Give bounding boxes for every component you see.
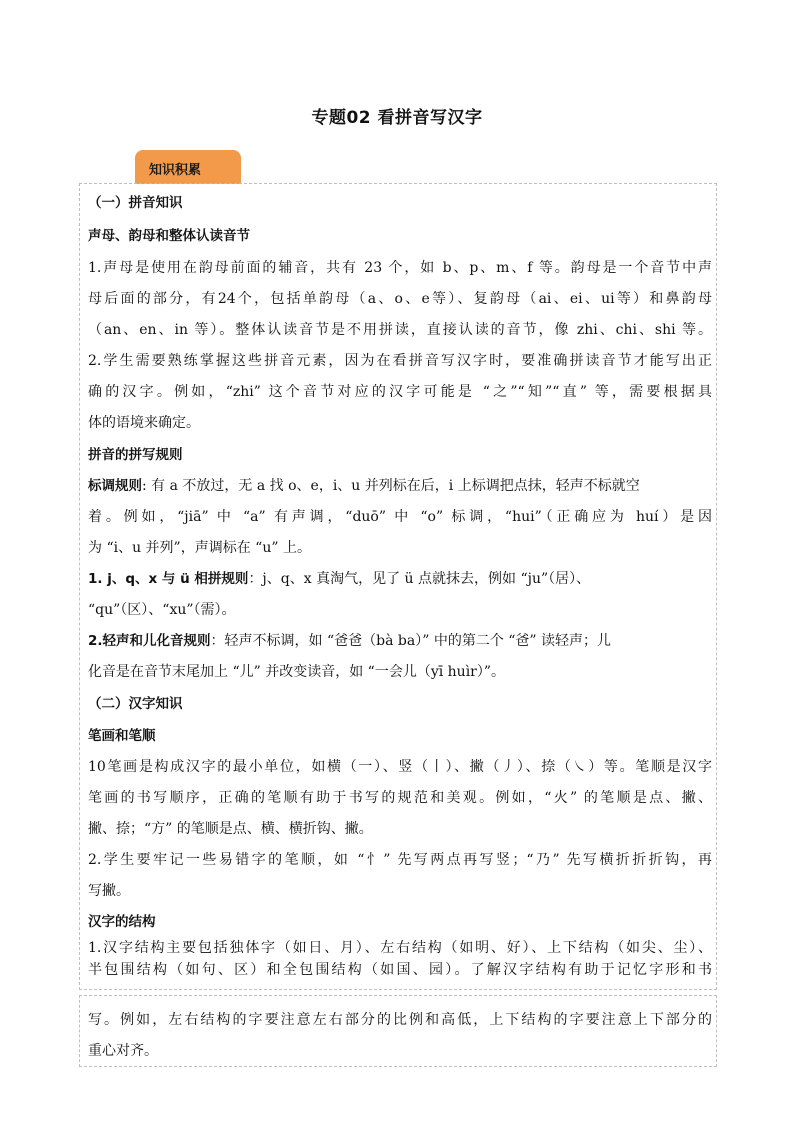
subheading: 声母、韵母和整体认读音节: [88, 228, 250, 244]
section-heading: （二）汉字知识: [88, 696, 183, 712]
paragraph-line: 体的语境来确定。: [88, 415, 200, 431]
section-heading: （一）拼音知识: [88, 195, 183, 211]
rule-text: : 有 a 不放过，无 a 找 o、e，i、u 并列标在后，i 上标调把点抹，轻声不标就空: [142, 478, 640, 494]
paragraph-line: 确的汉字。例如，“zhi” 这个音节对应的汉字可能是 “之”“知”“直” 等，需要根据具: [88, 384, 712, 400]
section-tab: [135, 150, 241, 184]
paragraph-line: （an、en、in 等）。整体认读音节是不用拼读，直接认读的音节，像 zhi、chi、shi 等。: [88, 322, 712, 338]
page-title: 专题02 看拼音写汉字: [311, 108, 483, 128]
subheading: 笔画和笔顺: [88, 728, 156, 744]
paragraph-line: 写撇。: [88, 883, 130, 899]
paragraph-line: 2.学生要牢记一些易错字的笔顺，如 “忄” 先写两点再写竖；“乃” 先写横折折折钩，再: [88, 852, 712, 868]
rule-label: 1. j、q、x 与 ü 相拼规则: [88, 571, 249, 587]
paragraph-line: 1.汉字结构主要包括独体字（如日、月）、左右结构（如明、好）、上下结构（如尖、尘）、: [88, 940, 712, 956]
paragraph-line: 写。例如，左右结构的字要注意左右部分的比例和高低，上下结构的字要注意上下部分的: [88, 1012, 712, 1028]
paragraph-line: 撇、捺；“方” 的笔顺是点、横、横折钩、撇。: [88, 821, 373, 837]
rule-line: [88, 569, 712, 589]
rule-label: 2.轻声和儿化音规则: [88, 633, 211, 649]
paragraph-line: 为 “i、u 并列”，声调标在 “u” 上。: [88, 540, 311, 556]
paragraph-line: 半包围结构（如句、区）和全包围结构（如国、园）。了解汉字结构有助于记忆字形和书: [88, 962, 712, 978]
rule-text: ：轻声不标调，如 “爸爸（bà ba）” 中的第二个 “爸” 读轻声；儿: [210, 633, 612, 649]
paragraph-line: 母后面的部分，有24个，包括单韵母（a、o、e等）、复韵母（ai、ei、ui等）和鼻韵母: [88, 291, 712, 307]
rule-line: [88, 476, 712, 496]
paragraph-line: 化音是在音节末尾加上 “儿” 并改变读音，如 “一会儿（yī huìr）”。: [88, 664, 506, 680]
rule-text: ：j、q、x 真淘气，见了 ü 点就抹去，例如 “ju”（居）、: [248, 571, 591, 587]
paragraph-line: 1.声母是使用在韵母前面的辅音，共有 23 个，如 b、p、m、f 等。韵母是一个音节中声: [88, 260, 712, 276]
rule-label: 标调规则: [88, 478, 142, 494]
paragraph-line: 重心对齐。: [88, 1043, 158, 1059]
paragraph-line: 笔画的书写顺序，正确的笔顺有助于书写的规范和美观。例如，“火” 的笔顺是点、撇、: [88, 790, 712, 806]
subheading: 拼音的拼写规则: [88, 447, 183, 463]
paragraph-line: “qu”（区）、“xu”（需）。: [88, 602, 236, 618]
rule-line: [88, 631, 712, 651]
subheading: 汉字的结构: [88, 914, 156, 930]
paragraph-line: 2.学生需要熟练掌握这些拼音元素，因为在看拼音写汉字时，要准确拼读音节才能写出正: [88, 353, 712, 369]
paragraph-line: 10笔画是构成汉字的最小单位，如横（一）、竖（丨）、撇（丿）、捺（㇏）等。笔顺是汉字: [88, 759, 712, 775]
section-tab-label: 知识积累: [149, 163, 202, 178]
paragraph-line: 着。例如，“jiā” 中 “a” 有声调，“duō” 中 “o” 标调，“hui”（正确应为 huí）是因: [88, 509, 712, 525]
